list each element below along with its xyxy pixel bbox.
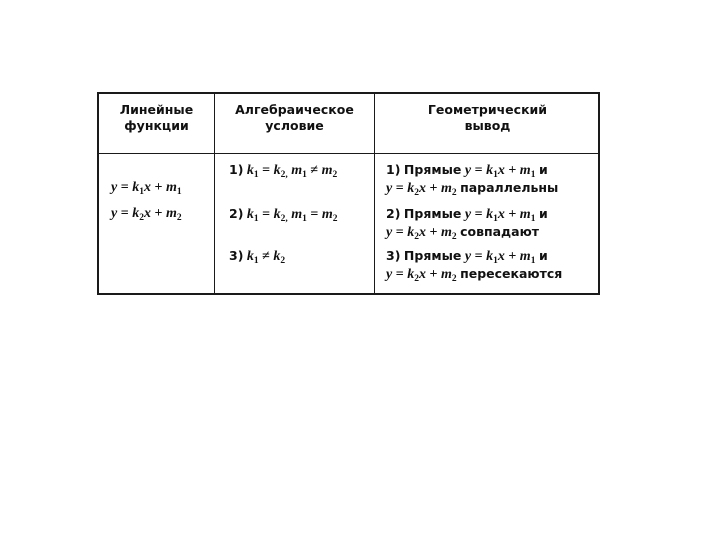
conclusion-3-line-2: $y = k_2x + m_2$ пересекаются	[386, 266, 563, 284]
conclusion-1-line-2: $y = k_2x + m_2$ параллельны	[386, 180, 559, 198]
conclusion-2-line-1: 2) Прямые $y = k_1x + m_1$ и	[386, 206, 548, 224]
conclusion-3-line-1: 3) Прямые $y = k_1x + m_1$ и	[386, 248, 548, 266]
function-1: $y = k_1x + m_1$	[111, 180, 182, 197]
conclusion-1-line-1: 1) Прямые $y = k_1x + m_1$ и	[386, 162, 548, 180]
condition-3: 3) $k_1 \ne k_2$	[229, 248, 286, 266]
condition-2: 2) $k_1 = k_{2,}$ $m_1 = m_2$	[229, 206, 338, 224]
header-algebraic-condition: Алгебраическое условие	[235, 102, 354, 133]
header-geometric-conclusion: Геометрический вывод	[427, 102, 548, 133]
function-2: $y = k_2x + m_2$	[111, 206, 182, 223]
condition-1: 1) $k_1 = k_{2,}$ $m_1 \ne m_2$	[229, 162, 338, 180]
header-divider	[99, 153, 598, 154]
header-linear-functions: Линейные функции	[119, 102, 194, 133]
conclusion-2-line-2: $y = k_2x + m_2$ совпадают	[386, 224, 539, 242]
comparison-table	[97, 92, 600, 295]
